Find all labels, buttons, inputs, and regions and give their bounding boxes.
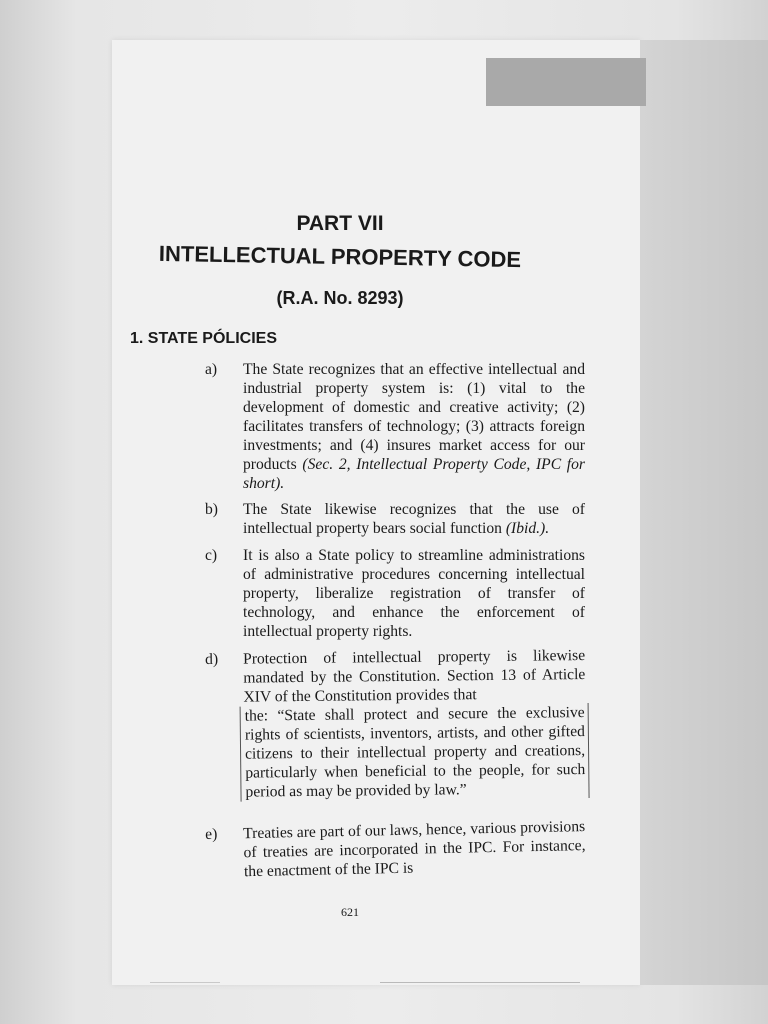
act-number: (R.A. No. 8293) — [276, 288, 404, 308]
item-letter: d) — [205, 650, 219, 668]
item-letter: b) — [205, 501, 218, 518]
item-text: Treaties are part of our laws, hence, various provisions of treaties are incorporated in the IPC. For instance, the enactment of the IPC is — [243, 818, 586, 881]
list-item — [205, 500, 585, 538]
page-edge-shadow — [640, 40, 768, 985]
item-text: Protection of intellectual property is likewise mandated by the Constitution. Section 13 of Article XIV of the Constitution provides that the: “State shall protect and secure the exclusive rights of scientists, inventors, artists, and other gifted citizens to their intellectual property and creations, particularly when beneficial to the people, for such period as may be provided by law.” — [243, 646, 587, 802]
list-item — [205, 360, 585, 493]
item-letter: e) — [205, 825, 218, 843]
list-item — [205, 546, 585, 641]
item-letter: a) — [205, 361, 218, 378]
item-citation: (Sec. 2, Intellectual Property Code, IPC for short). — [243, 456, 585, 492]
code-title: INTELLECTUAL PROPERTY CODE — [158, 240, 522, 273]
item-text: The State recognizes that an effective intellectual and industrial property system is: (1) vital to the development of domestic and creative activity; (2) facilitates transfers of technology; (3) attracts foreign investments; and (4) insures market access for our products (Sec. 2, Intellectual Property Code, IPC for short). — [243, 361, 585, 492]
item-letter: c) — [205, 547, 218, 564]
divider — [150, 982, 220, 983]
list-item — [205, 817, 586, 882]
item-text: It is also a State policy to streamline administrations of administrative procedures concerning intellectual property, liberalize registration of transfer of technology, and enhance the enforcement of intellectual property rights. — [243, 547, 585, 640]
divider — [380, 982, 580, 983]
item-citation: (Ibid.). — [505, 520, 550, 537]
gray-tab-marker — [486, 58, 646, 106]
section-heading: 1. STATE PÓLICIES — [130, 330, 277, 347]
list-item — [205, 646, 587, 802]
page-number: 621 — [341, 905, 359, 919]
item-text: The State likewise recognizes that the use of intellectual property bears social function (Ibid.). — [243, 501, 585, 537]
part-title: PART VII — [296, 212, 384, 235]
constitution-quote: the: “State shall protect and secure the exclusive rights of scientists, inventors, artists, and other gifted citizens to their intellectual property and creations, particularly when beneficial to the people, for such period as may be provided by law.” — [240, 703, 590, 802]
